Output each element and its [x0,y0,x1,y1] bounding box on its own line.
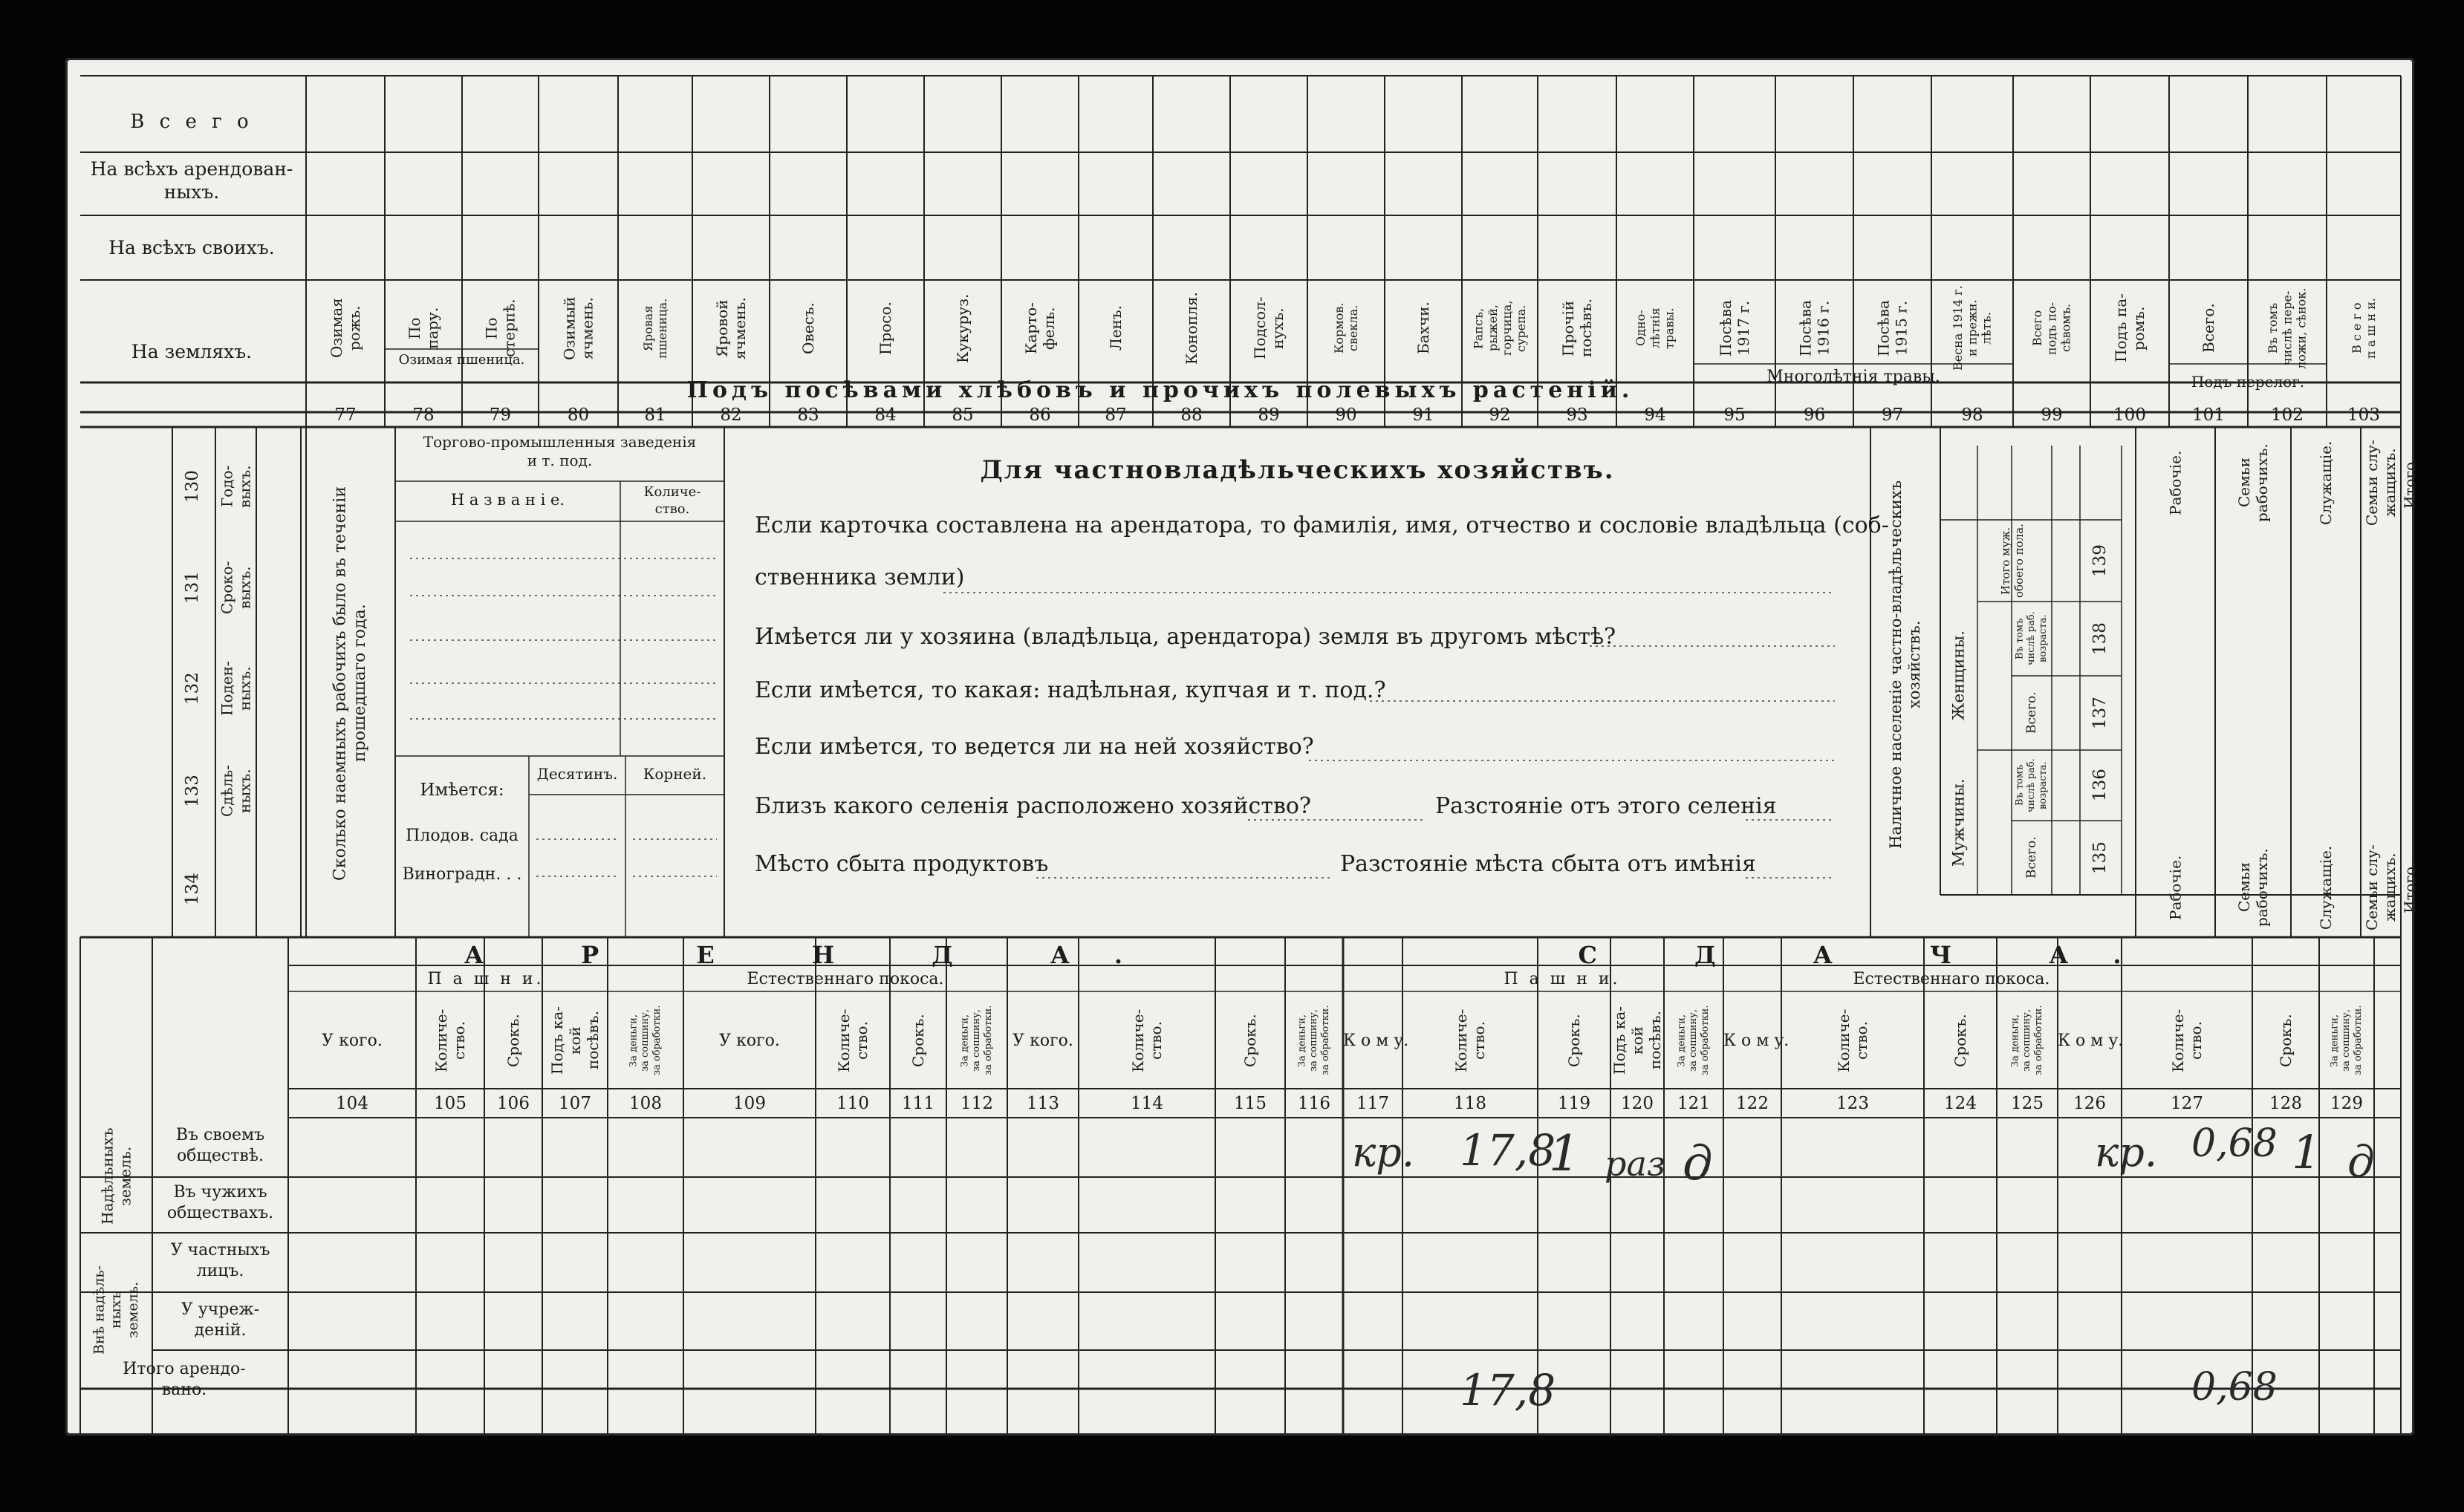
handwritten-t118: 17,8 [1460,1365,1556,1415]
arenda-title: А Р Е Н Д А. [464,941,1168,969]
lease-header-119: Срокъ. [1565,1014,1583,1067]
crop-number-84: 84 [874,405,897,425]
crop-header-98: Весна 1914 г. и прежн. лѣтъ. [1951,285,1994,371]
crop-header-101: Всего. [2200,303,2217,353]
lease-header-112: За деньги, за сопшину, за обработки. [959,1005,994,1076]
nalichnoe-label: Наличное населеніе частно-владѣльческихъ хозяйствъ. [1886,480,1923,850]
lease-header-118: Количе- ство. [1452,1008,1488,1072]
banner-posevy: Подъ посѣвами хлѣбовъ и прочихъ полевыхъ растеній. [686,377,1634,403]
crop-number-86: 86 [1029,405,1051,425]
workers-bottom-2: Служащіе. [2317,845,2335,930]
lease-header-115: Срокъ. [1241,1014,1259,1067]
lease-number-121: 121 [1677,1094,1710,1113]
pop-col-138: 138 [2090,622,2110,655]
pokos-label-920: Естественнаго покоса. [747,970,944,988]
crop-number-78: 78 [412,405,435,425]
lease-header-110: Количе- ство. [835,1008,871,1072]
hire-col-134: 134 [183,873,203,906]
crop-number-92: 92 [1489,405,1511,425]
crop-number-89: 89 [1258,405,1280,425]
crop-header-95: Посѣва 1917 г. [1717,300,1752,356]
workers-top-4: Итого. [2401,457,2419,509]
crop-number-103: 103 [2347,405,2380,425]
lease-number-110: 110 [836,1094,869,1113]
hire-col-131: 131 [183,571,203,604]
lease-number-106: 106 [497,1094,530,1113]
crop-header-79: По стерпѣ. [482,299,519,358]
lease-number-104: 104 [336,1094,368,1113]
crop-header-103: В с е г о п а ш н и. [2349,298,2378,359]
row-label-vsego: В с е г о [130,111,253,133]
lease-header-113: У кого. [1012,1032,1073,1050]
handwritten-c129: д [2347,1136,2375,1187]
workers-bottom-1: Семьи рабочихъ. [2235,848,2271,927]
lease-number-122: 122 [1736,1094,1769,1113]
lease-number-117: 117 [1356,1094,1389,1113]
lease-header-129: За деньги, за сопшину, за обработки. [2329,1005,2364,1076]
crop-header-83: Овесъ. [799,302,817,354]
lease-number-128: 128 [2269,1094,2302,1113]
lease-number-105: 105 [434,1094,467,1113]
lease-number-112: 112 [960,1094,993,1113]
crop-number-91: 91 [1412,405,1434,425]
crop-number-77: 77 [334,405,357,425]
crop-number-79: 79 [489,405,512,425]
question-q6a: Мѣсто сбыта продуктовъ [755,851,1049,877]
lease-header-125: За деньги, за сопшину, за обработки. [2009,1005,2044,1076]
muzhchiny-label: Мужчины. [1949,778,1968,867]
row-label-arendovannykh: На всѣхъ арендован- ныхъ. [90,158,293,203]
crop-header-78: По пару. [406,307,441,350]
crop-number-90: 90 [1335,405,1357,425]
lease-header-116: За деньги, за сопшину, за обработки. [1296,1005,1331,1076]
private-title: Для частновладѣльческихъ хозяйствъ. [980,455,1615,485]
handwritten-c126: кр. [2095,1129,2157,1176]
crop-number-99: 99 [2041,405,2063,425]
lease-header-105: Количе- ство. [432,1008,468,1072]
lease-number-120: 120 [1621,1094,1654,1113]
crop-number-100: 100 [2113,405,2146,425]
crop-header-93: Прочій посѣвъ. [1559,299,1595,358]
hire-label-134 [215,847,256,932]
crop-number-102: 102 [2271,405,2304,425]
itogo-obh-label: Итого муж. обоего пола. [1999,524,2026,598]
perelog-label: Подъ перелог. [2191,373,2305,391]
pop-col-139: 139 [2090,544,2110,577]
korney-label: Корней. [643,765,707,783]
hire-col-132: 132 [183,672,203,705]
crop-header-87: Ленъ. [1107,305,1125,351]
v-tom-muzh-label: Въ томъ числѣ раб. возраста. [2014,758,2049,812]
crop-header-88: Конопля. [1183,292,1200,365]
crop-header-92: Рапсъ, рыжей, горчица, сурепа. [1471,300,1529,356]
crop-header-85: Кукуруз. [954,293,972,363]
lease-number-129: 129 [2330,1094,2363,1113]
nadelnykh-label: Надѣльныхъ земель. [98,1127,134,1225]
crop-number-81: 81 [644,405,666,425]
lease-header-111: Срокъ. [909,1014,927,1067]
workers-top-3: Семьи слу- жащихъ. [2363,440,2399,526]
crop-header-80: Озимый ячмень. [560,296,597,360]
crop-number-101: 101 [2192,405,2225,425]
hire-label-132: Поден- ныхъ. [218,661,254,716]
torg-head: Торгово-промышленныя заведенія и т. под. [423,433,697,469]
pop-col-135: 135 [2090,841,2110,874]
hire-col-130: 130 [183,470,203,503]
question-q5b: Разстояніе отъ этого селенія [1435,793,1777,819]
vsego-zhen-label: Всего. [2023,691,2039,734]
sdacha-title: С Д А Ч А. [1578,941,2166,969]
plodov-sada-label: Плодов. сада [406,827,519,845]
lease-header-127: Количе- ство. [2169,1008,2205,1072]
lease-header-123: Количе- ство. [1835,1008,1870,1072]
lease-header-117: К о м у. [1343,1032,1409,1050]
crop-header-89: Подсол- нухъ. [1251,296,1287,360]
lease-header-124: Срокъ. [1951,1014,1969,1067]
crop-number-98: 98 [1961,405,1983,425]
crop-number-97: 97 [1881,405,1904,425]
pashni-label-388: П а ш н и. [427,970,545,988]
handwritten-c118: 17,8 [1460,1125,1556,1176]
crop-header-97: Посѣва 1915 г. [1874,300,1911,356]
handwritten-c119: 1 [1549,1125,1580,1182]
row-u-uchrezhdeniy: У учреж- деній. [181,1300,260,1340]
question-q5a: Близъ какого селенія расположено хозяйство? [755,793,1311,819]
row-u-chastnykh: У частныхъ лицъ. [170,1241,270,1280]
mnogolet-label: Многолѣтнія травы. [1766,368,1940,386]
row-label-zemlyakh: На земляхъ. [131,341,253,362]
lease-number-118: 118 [1454,1094,1486,1113]
v-tom-zhen-label: Въ томъ числѣ раб. возраста. [2014,611,2049,666]
lease-number-125: 125 [2011,1094,2044,1113]
crop-header-91: Бахчи. [1414,302,1432,355]
workers-top-2: Служащіе. [2317,440,2335,525]
lease-number-123: 123 [1836,1094,1869,1113]
handwritten-c121: д [1683,1136,1713,1191]
crop-number-82: 82 [720,405,742,425]
question-q2: Имѣется ли у хозяина (владѣльца, арендатора) земля въ другомъ мѣстѣ? [755,624,1616,650]
handwritten-c117: кр. [1352,1129,1414,1176]
crop-number-96: 96 [1803,405,1826,425]
hire-label-130: Годо- выхъ. [218,465,254,508]
lease-number-124: 124 [1944,1094,1977,1113]
vinogradn-label: Виноградн. . . [402,865,522,884]
crop-header-81: Яровая пшеница. [640,298,669,359]
lease-number-115: 115 [1234,1094,1267,1113]
row-v-svoem: Въ своемъ обществѣ. [175,1126,265,1165]
question-q6b: Разстояніе мѣста сбыта отъ имѣнія [1340,851,1756,877]
lease-number-114: 114 [1131,1094,1163,1113]
vne-nadel-label: Внѣ надѣль- ныхъ земель. [91,1265,141,1355]
lease-number-116: 116 [1298,1094,1330,1113]
crop-number-85: 85 [952,405,974,425]
question-q3: Если имѣется, то какая: надѣльная, купчая и т. под.? [755,677,1386,703]
lease-number-126: 126 [2073,1094,2106,1113]
row-v-chuzhikh: Въ чужихъ обществахъ. [166,1183,274,1222]
question-q1a: Если карточка составлена на арендатора, то фамилія, имя, отчество и сословіе владѣльца (соб- [755,512,1889,538]
vsego-muzh-label: Всего. [2023,836,2039,879]
crop-number-95: 95 [1723,405,1746,425]
crop-number-88: 88 [1180,405,1203,425]
crop-header-100: Подъ па- ромъ. [2112,293,2148,363]
row-label-svoikh: На всѣхъ своихъ. [108,237,275,258]
lease-header-106: Срокъ. [504,1014,522,1067]
lease-number-109: 109 [733,1094,766,1113]
crop-number-94: 94 [1644,405,1666,425]
crop-header-90: Кормов. свекла. [1331,302,1360,354]
pop-col-137: 137 [2090,697,2110,729]
lease-header-128: Срокъ. [2277,1014,2295,1067]
handwritten-t127: 0,68 [2191,1365,2278,1410]
question-q4: Если имѣется, то ведется ли на ней хозяйство? [755,734,1314,760]
imeetsya-label: Имѣется: [420,781,504,800]
hire-col-133: 133 [183,775,203,807]
zhenshchiny-label: Женщины. [1949,630,1968,721]
torg-qty: Количе- ство. [643,484,701,517]
crop-header-82: Яровой ячмень. [713,297,749,359]
row-itogo-arendovano: Итого арендо- вано. [123,1360,246,1399]
desyatin-label: Десятинъ. [536,765,618,783]
lease-number-111: 111 [902,1094,934,1113]
handwritten-c127: 0,68 [2191,1121,2278,1166]
crop-number-87: 87 [1105,405,1127,425]
crop-header-102: Въ томъ числѣ пере- ложи, сѣнок. [2266,287,2309,369]
pop-col-136: 136 [2090,769,2110,802]
crop-header-99: Всего подъ по- сѣвомъ. [2030,302,2073,355]
crop-header-77: Озимая рожь. [328,298,363,359]
lease-number-119: 119 [1558,1094,1590,1113]
workers-bottom-0: Рабочіе. [2166,855,2185,920]
lease-header-121: За деньги, за сопшину, за обработки. [1676,1005,1711,1076]
lease-header-104: У кого. [322,1032,383,1050]
handwritten-c120: раз [1605,1144,1665,1184]
question-q1b: ственника земли) [755,564,965,590]
lease-header-122: К о м у. [1723,1032,1790,1050]
lease-number-108: 108 [629,1094,662,1113]
pokos-label-2398: Естественнаго покоса. [1853,970,2050,988]
skolko-label: Сколько наемныхъ рабочихъ было въ теченіи прошедшаго года. [331,486,369,881]
lease-number-107: 107 [559,1094,591,1113]
crop-header-86: Карто- фель. [1022,302,1058,355]
crop-number-80: 80 [567,405,590,425]
lease-header-120: Подъ ка- кой посѣвъ. [1610,1006,1664,1075]
lease-header-107: Подъ ка- кой посѣвъ. [548,1006,602,1075]
handwritten-c128: 1 [2292,1125,2321,1179]
workers-top-0: Рабочіе. [2166,450,2185,515]
pashni-label-1808: П а ш н и. [1504,970,1621,988]
workers-top-1: Семьи рабочихъ. [2235,443,2271,522]
workers-bottom-3: Семьи слу- жащихъ. [2363,844,2399,931]
lease-header-126: К о м у. [2058,1032,2124,1050]
hire-label-133: Сдѣль- ныхъ. [218,764,254,818]
workers-bottom-4: Итого. [2401,861,2419,913]
hire-label-131: Сроко- выхъ. [218,561,254,614]
lease-number-127: 127 [2171,1094,2203,1113]
crop-number-83: 83 [797,405,819,425]
crop-number-93: 93 [1566,405,1588,425]
crop-header-94: Одно- лѣтнія травы. [1634,307,1677,349]
lease-header-109: У кого. [719,1032,780,1050]
crop-header-96: Посѣва 1916 г. [1796,300,1833,356]
lease-header-114: Количе- ство. [1129,1008,1165,1072]
crop-header-84: Просо. [877,302,894,355]
ozimaya-label: Озимая пшеница. [398,352,525,368]
torg-name: Н а з в а н і е. [450,491,565,509]
lease-number-113: 113 [1027,1094,1059,1113]
lease-header-108: За деньги, за сопшину, за обработки. [628,1005,663,1076]
